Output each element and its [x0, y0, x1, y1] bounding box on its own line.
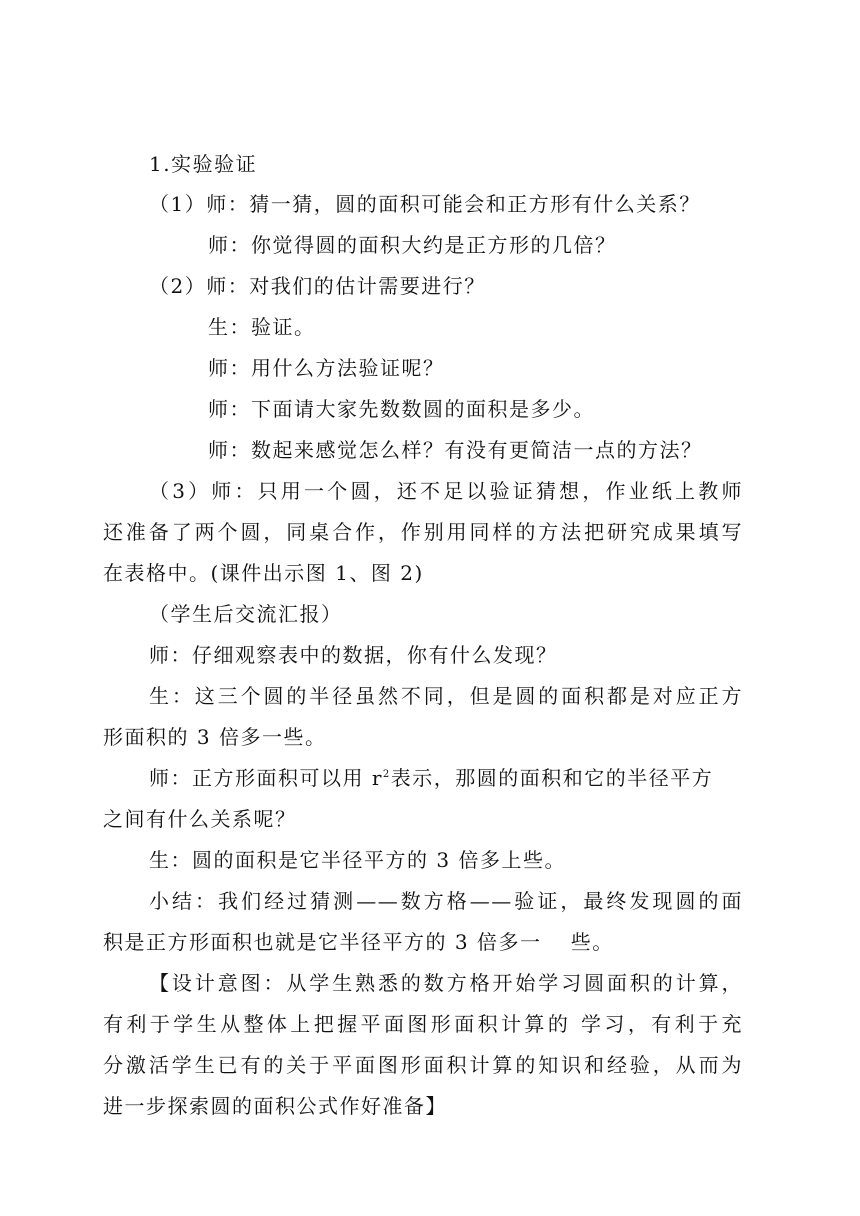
student-finding-line-2: 形面积的 3 倍多一些。: [103, 725, 327, 749]
student-answer: 生：圆的面积是它半径平方的 3 倍多上些。: [149, 848, 566, 872]
paragraph-2-lead: （2）师：对我们的估计需要进行？: [149, 274, 486, 298]
student-report-note: （学生后交流汇报）: [149, 602, 343, 626]
teacher-square-area-text-b: 表示，那圆的面积和它的半径平方: [390, 766, 714, 790]
paragraph-3-line-2: 还准备了两个圆，同桌合作，作别用同样的方法把研究成果填写: [103, 520, 743, 544]
section-heading: 1.实验验证: [149, 152, 258, 176]
superscript-exponent: 2: [382, 769, 391, 780]
teacher-square-area-line-2: 之间有什么关系呢？: [103, 807, 297, 831]
design-intent-line-1: 【设计意图：从学生熟悉的数方格开始学习圆面积的计算，: [149, 971, 743, 995]
teacher-observe: 师：仔细观察表中的数据，你有什么发现？: [149, 643, 558, 667]
summary-line-2: 积是正方形面积也就是它半径平方的 3 倍多一 些。: [103, 930, 614, 954]
paragraph-2-line-d: 师：数起来感觉怎么样？有没有更简洁一点的方法？: [208, 438, 703, 462]
paragraph-2-line-a: 生：验证。: [208, 315, 316, 339]
paragraph-1-follow: 师：你觉得圆的面积大约是正方形的几倍？: [208, 233, 617, 257]
summary-line-1: 小结：我们经过猜测——数方格——验证，最终发现圆的面: [149, 889, 743, 913]
teacher-square-area-text-a: 师：正方形面积可以用 r: [149, 766, 383, 790]
paragraph-3-line-3: 在表格中。(课件出示图 1、图 2): [103, 561, 424, 585]
paragraph-2-line-c: 师：下面请大家先数数圆的面积是多少。: [208, 397, 595, 421]
design-intent-line-3: 分激活学生已有的关于平面图形面积计算的知识和经验，从而为: [103, 1053, 743, 1077]
paragraph-1-lead: （1）师：猜一猜，圆的面积可能会和正方形有什么关系？: [149, 192, 701, 216]
design-intent-line-4: 进一步探索圆的面积公式作好准备】: [103, 1094, 447, 1118]
student-finding-line-1: 生：这三个圆的半径虽然不同，但是圆的面积都是对应正方: [149, 684, 743, 708]
design-intent-line-2: 有利于学生从整体上把握平面图形面积计算的 学习，有利于充: [103, 1012, 743, 1036]
paragraph-2-line-b: 师：用什么方法验证呢？: [208, 356, 445, 380]
paragraph-3-line-1: （3）师：只用一个圆，还不足以验证猜想，作业纸上教师: [149, 479, 743, 503]
teacher-square-area-line-1: [149, 764, 713, 792]
